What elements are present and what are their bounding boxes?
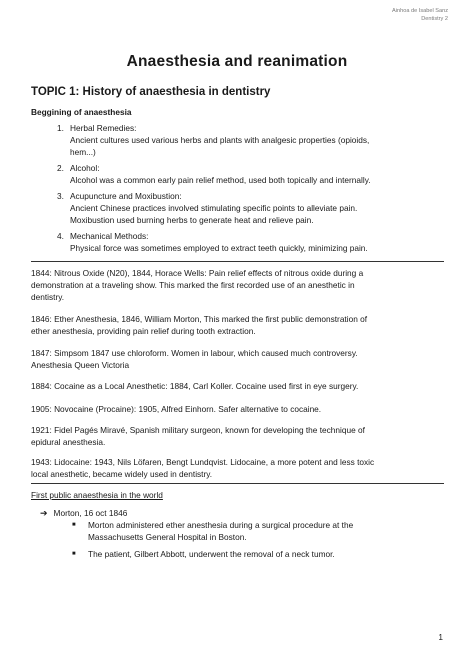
- list-item-text: Ancient Chinese practices involved stimulating specific points to alleviate pain.: [70, 203, 358, 213]
- right-arrow-icon: ➔: [40, 508, 48, 518]
- list-item-title: Acupuncture and Moxibustion:: [70, 191, 182, 201]
- list-number: 2.: [57, 163, 64, 173]
- section-divider: [31, 483, 444, 484]
- section-heading-first-public: First public anaesthesia in the world: [31, 490, 163, 500]
- bullet-line: Morton administered ether anesthesia during a surgical procedure at the: [88, 520, 354, 530]
- list-number: 3.: [57, 191, 64, 201]
- page-number: 1: [438, 632, 443, 642]
- section-divider: [31, 261, 444, 262]
- paragraph-line: 1844: Nitrous Oxide (N20), 1844, Horace Wells: Pain relief effects of nitrous oxide during a: [31, 268, 364, 278]
- paragraph-line: demonstration at a traveling show. This marked the first recorded use of an anesthetic in: [31, 280, 355, 290]
- paragraph-line: local anesthetic, became widely used in dentistry.: [31, 469, 213, 479]
- square-bullet-icon: ■: [72, 551, 76, 557]
- timeline-paragraph: [31, 267, 443, 303]
- list-item: [57, 122, 450, 158]
- timeline-paragraph: [31, 424, 443, 448]
- square-bullet-icon: ■: [72, 522, 76, 528]
- list-item: [57, 162, 450, 186]
- timeline-paragraph: [31, 347, 443, 371]
- arrow-list-item: [40, 507, 127, 519]
- list-number: 4.: [57, 231, 64, 241]
- bullet-item: [72, 519, 438, 543]
- list-item-text: Physical force was sometimes employed to extract teeth quickly, minimizing pain.: [70, 243, 368, 253]
- list-item-text: Moxibustion used burning herbs to generate heat and relieve pain.: [70, 215, 314, 225]
- list-item-title: Alcohol:: [70, 163, 100, 173]
- section-heading-beginning: Beggining of anaesthesia: [31, 107, 132, 117]
- list-item: [57, 230, 450, 254]
- list-item-title: Herbal Remedies:: [70, 123, 137, 133]
- list-item-text: hem...): [70, 147, 96, 157]
- timeline-paragraph: [31, 403, 443, 415]
- paragraph-line: dentistry.: [31, 292, 65, 302]
- bullet-line: The patient, Gilbert Abbott, underwent the removal of a neck tumor.: [88, 549, 335, 559]
- paragraph-line: 1921: Fidel Pagés Miravé, Spanish military surgeon, known for developing the technique of: [31, 425, 365, 435]
- paragraph-line: 1847: Simpsom 1847 use chloroform. Women in labour, which caused much controversy.: [31, 348, 358, 358]
- bullet-item: [72, 548, 438, 560]
- timeline-paragraph: [31, 380, 443, 392]
- paragraph-line: 1943: Lidocaine: 1943, Nils Löfaren, Bengt Lundqvist. Lidocaine, a more potent and less toxic: [31, 457, 375, 467]
- page-header: [392, 7, 448, 23]
- topic-heading: TOPIC 1: History of anaesthesia in dentistry: [31, 86, 271, 98]
- bullet-line: Massachusetts General Hospital in Boston.: [88, 532, 247, 542]
- list-item-text: Ancient cultures used various herbs and plants with analgesic properties (opioids,: [70, 135, 370, 145]
- header-course: Dentistry 2: [421, 16, 448, 22]
- list-item: [57, 190, 450, 226]
- header-author: Ainhoa de Isabel Sanz: [392, 8, 448, 14]
- timeline-paragraph: [31, 313, 443, 337]
- ordered-list: [57, 122, 450, 258]
- document-title: Anaesthesia and reanimation: [126, 53, 348, 70]
- paragraph-line: epidural anesthesia.: [31, 437, 106, 447]
- paragraph-line: Anesthesia Queen Victoria: [31, 360, 130, 370]
- list-item-title: Mechanical Methods:: [70, 231, 149, 241]
- paragraph-line: 1884: Cocaine as a Local Anesthetic: 1884, Carl Koller. Cocaine used first in eye surgery.: [31, 381, 359, 391]
- list-number: 1.: [57, 123, 64, 133]
- paragraph-line: 1905: Novocaine (Procaine): 1905, Alfred Einhorn. Safer alternative to cocaine.: [31, 404, 322, 414]
- paragraph-line: ether anesthesia, providing pain relief during tooth extraction.: [31, 326, 256, 336]
- list-item-text: Alcohol was a common early pain relief method, used both topically and internally.: [70, 175, 371, 185]
- paragraph-line: 1846: Ether Anesthesia, 1846, William Morton, This marked the first public demonstration of: [31, 314, 368, 324]
- timeline-paragraph: [31, 456, 443, 480]
- arrow-item-text: Morton, 16 oct 1846: [53, 508, 128, 518]
